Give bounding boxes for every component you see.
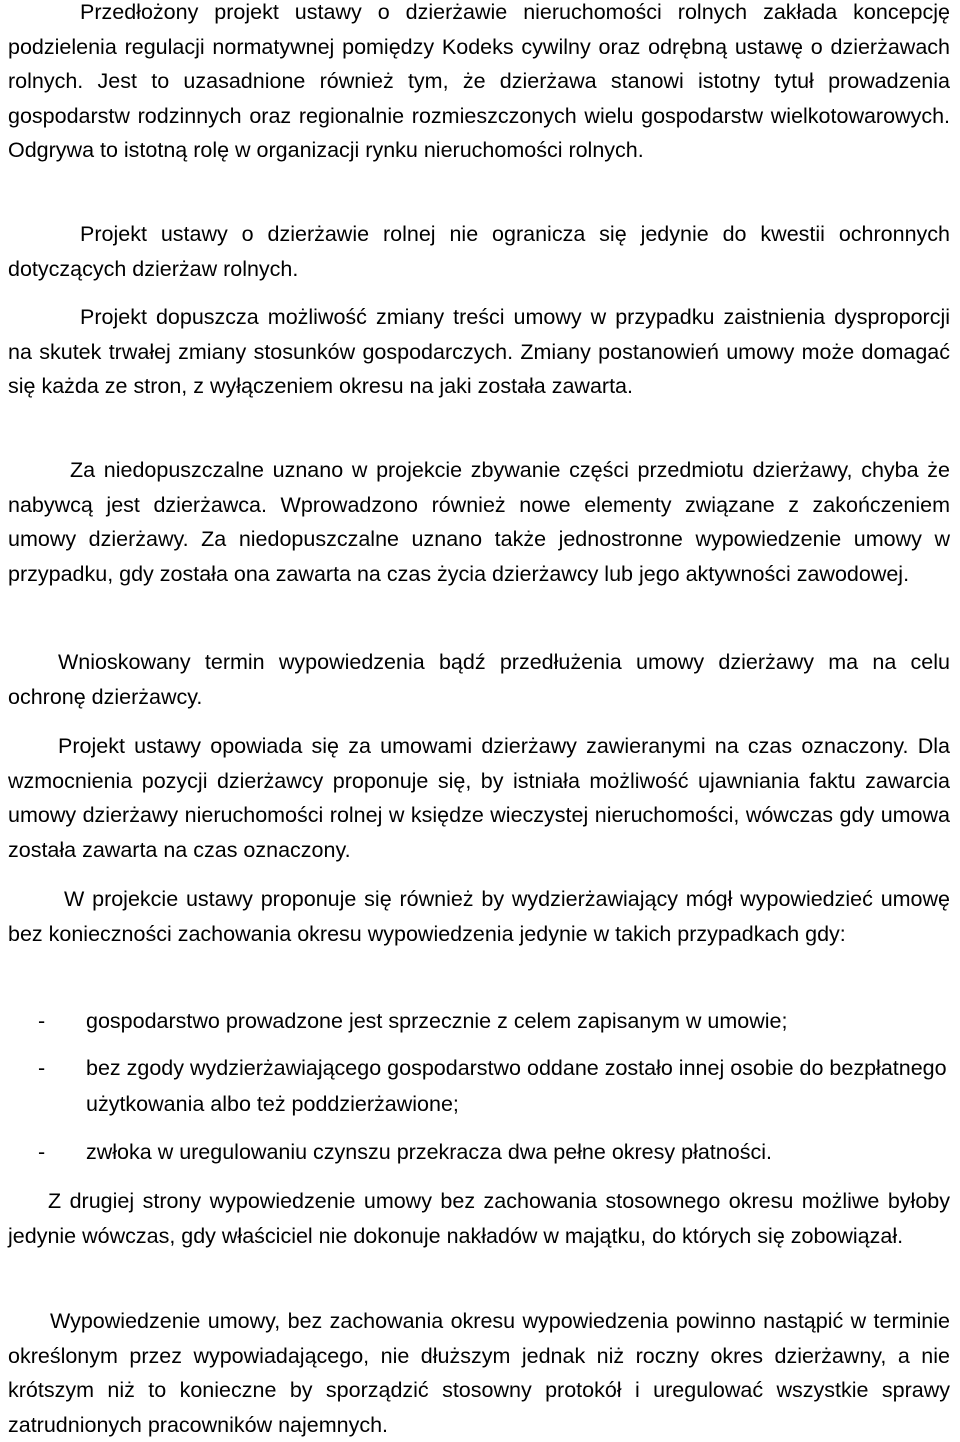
paragraph-3: Projekt dopuszcza możliwość zmiany treści umowy w przypadku zaistnienia dysproporcji na skutek trwałej zmiany stosunków gospodarczych. Zmiany postanowień umowy może domagać się każda ze stron, z wyłączeniem okresu na jaki została zawarta. <box>8 305 950 399</box>
paragraph-7: W projekcie ustawy proponuje się również by wydzierżawiający mógł wypowiedzieć umowę bez konieczności zachowania okresu wypowiedzenia jedynie w takich przypadkach gdy: <box>8 887 950 946</box>
list-item <box>8 1134 950 1170</box>
list-item <box>8 1050 950 1122</box>
list-bullet: - <box>38 1056 46 1080</box>
paragraph-9: Wypowiedzenie umowy, bez zachowania okresu wypowiedzenia powinno nastąpić w terminie określonym przez wypowiadającego, nie dłuższym jednak niż roczny okres dzierżawny, a nie krótszym niż to konieczne by sporządzić stosowny protokół i uregulować wszystkie sprawy zatrudnionych pracowników najemnych. <box>8 1309 950 1437</box>
list-item-text: gospodarstwo prowadzone jest sprzecznie z celem zapisanym w umowie; <box>86 1009 788 1033</box>
list-item-text: bez zgody wydzierżawiającego gospodarstwo oddane zostało innej osobie do bezpłatnego użytkowania albo też poddzierżawione; <box>86 1056 947 1116</box>
paragraph-4: Za niedopuszczalne uznano w projekcie zbywanie części przedmiotu dzierżawy, chyba że nabywcą jest dzierżawca. Wprowadzono również nowe elementy związane z zakończeniem umowy dzierżawy. Za niedopuszczalne uznano także jednostronne wypowiedzenie umowy w przypadku, gdy została ona zawarta na czas życia dzierżawcy lub jego aktywności zawodowej. <box>8 458 950 586</box>
paragraph-1: Przedłożony projekt ustawy o dzierżawie nieruchomości rolnych zakłada koncepcję podzielenia regulacji normatywnej pomiędzy Kodeks cywilny oraz odrębną ustawę o dzierżawach rolnych. Jest to uzasadnione również tym, że dzierżawa stanowi istotny tytuł prowadzenia gospodarstw rodzinnych oraz regionalnie rozmieszczonych wielu gospodarstw wielkotowarowych. Odgrywa to istotną rolę w organizacji rynku nieruchomości rolnych. <box>8 0 950 163</box>
list-bullet: - <box>38 1140 46 1164</box>
list-item-text: zwłoka w uregulowaniu czynszu przekracza dwa pełne okresy płatności. <box>86 1140 772 1164</box>
paragraph-2: Projekt ustawy o dzierżawie rolnej nie ogranicza się jedynie do kwestii ochronnych dotyczących dzierżaw rolnych. <box>8 222 950 281</box>
list-bullet: - <box>38 1009 46 1033</box>
paragraph-6: Projekt ustawy opowiada się za umowami dzierżawy zawieranymi na czas oznaczony. Dla wzmocnienia pozycji dzierżawcy proponuje się, by istniała możliwość ujawniania faktu zawarcia umowy dzierżawy nieruchomości rolnej w księdze wieczystej nieruchomości, wówczas gdy umowa została zawarta na czas oznaczony. <box>8 734 950 862</box>
paragraph-5: Wnioskowany termin wypowiedzenia bądź przedłużenia umowy dzierżawy ma na celu ochronę dzierżawcy. <box>8 650 950 709</box>
paragraph-8: Z drugiej strony wypowiedzenie umowy bez zachowania stosownego okresu możliwe byłoby jedynie wówczas, gdy właściciel nie dokonuje nakładów w majątku, do których się zobowiązał. <box>8 1189 950 1248</box>
list-item <box>8 1003 950 1039</box>
